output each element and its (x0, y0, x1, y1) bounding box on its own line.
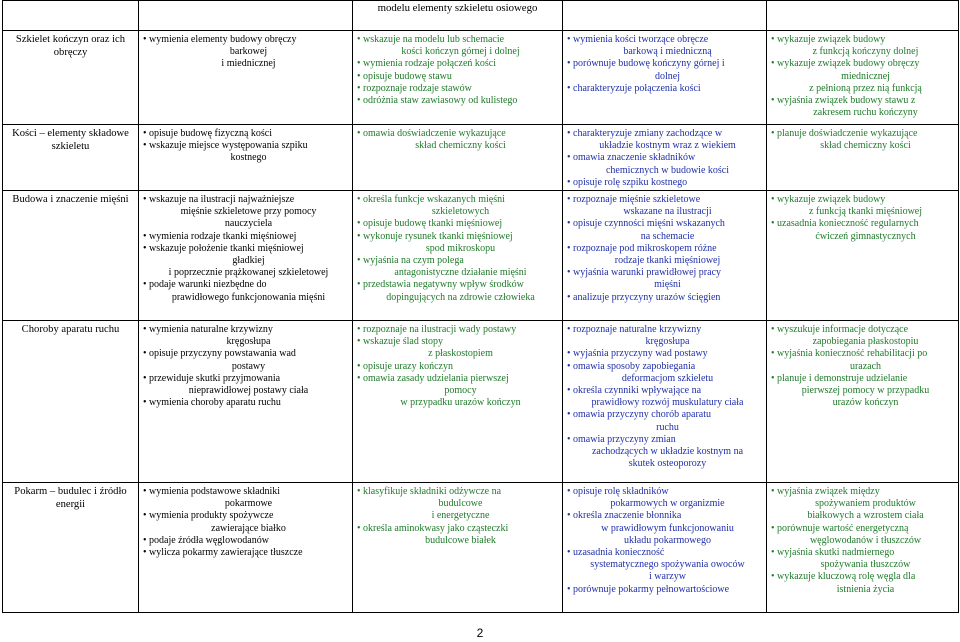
list-item: • klasyfikuje składniki odżywcze na (357, 486, 558, 498)
requirement-list (771, 34, 954, 119)
list-item: • opisuje urazy kończyn (357, 361, 558, 373)
list-item: • opisuje budowę tkanki mięśniowej (357, 218, 558, 230)
list-item: • uzasadnia konieczność (567, 547, 762, 559)
list-item: • wymienia kości tworzące obręcze (567, 34, 762, 46)
list-item: • wyjaśnia na czym polega (357, 255, 558, 267)
requirement-list (357, 486, 558, 547)
list-item: • wymienia rodzaje połączeń kości (357, 58, 558, 70)
list-item: • wymienia choroby aparatu ruchu (143, 397, 348, 409)
list-item: • odróżnia staw zawiasowy od kulistego (357, 95, 558, 107)
requirement-cell (139, 125, 353, 191)
list-item-continuation: skład chemiczny kości (820, 140, 911, 152)
topic-cell: Budowa i znaczenie mięśni (3, 191, 139, 321)
list-item: • opisuje czynności mięśni wskazanych (567, 218, 762, 230)
list-item: • omawia sposoby zapobiegania (567, 361, 762, 373)
topic-cell: Choroby aparatu ruchu (3, 321, 139, 483)
requirement-cell (767, 483, 959, 613)
list-item: • rozpoznaje rodzaje stawów (357, 83, 558, 95)
list-item-continuation: układzie kostnym wraz z wiekiem (599, 140, 736, 152)
list-item-continuation: i miednicznej (221, 58, 276, 70)
list-item-continuation: nieprawidłowej postawy ciała (188, 385, 309, 397)
list-item: • wykazuje kluczową rolę węgla dla (771, 571, 954, 583)
list-item-continuation: prawidłowego funkcjonowania mięśni (171, 291, 326, 303)
requirement-cell (139, 31, 353, 125)
list-item: • rozpoznaje mięśnie szkieletowe (567, 194, 762, 206)
list-item: • przewiduje skutki przyjmowania (143, 373, 348, 385)
list-item: • rozpoznaje pod mikroskopem różne (567, 243, 762, 255)
header-caption: modelu elementy szkieletu osiowego (353, 1, 563, 31)
table-row (3, 321, 959, 483)
requirement-cell (563, 31, 767, 125)
list-item-continuation: antagonistyczne działanie mięśni (394, 267, 527, 279)
requirement-list (357, 324, 558, 409)
requirement-list (771, 486, 954, 596)
list-item: • wskazuje miejsce występowania szpiku (143, 140, 348, 152)
list-item: • przedstawia negatywny wpływ środków (357, 279, 558, 291)
requirement-list (143, 194, 348, 304)
list-item: • omawia przyczyny zmian (567, 434, 762, 446)
requirement-list (567, 486, 762, 596)
list-item-continuation: spożywaniem produktów (815, 498, 916, 510)
list-item-continuation: skutek osteoporozy (628, 458, 707, 470)
list-item-continuation: barkowej (229, 46, 268, 58)
requirement-cell (353, 483, 563, 613)
requirement-list (771, 128, 954, 152)
topic-cell: Szkielet kończyn oraz ich obręczy (3, 31, 139, 125)
list-item: • wskazuje na modelu lub schemacie (357, 34, 558, 46)
list-item: • opisuje rolę szpiku kostnego (567, 177, 762, 189)
requirement-list (143, 34, 348, 71)
list-item-continuation: z płaskostopiem (428, 348, 493, 360)
list-item: • wymienia produkty spożywcze (143, 510, 348, 522)
requirement-list (771, 194, 954, 243)
header-empty-cell (767, 1, 959, 31)
requirement-cell (353, 125, 563, 191)
requirement-cell (767, 321, 959, 483)
requirement-cell (563, 321, 767, 483)
requirement-cell (767, 125, 959, 191)
list-item-continuation: zakresem ruchu kończyny (813, 107, 918, 119)
list-item: • podaje warunki niezbędne do (143, 279, 348, 291)
requirement-list (567, 128, 762, 189)
requirement-cell (353, 191, 563, 321)
requirement-cell (139, 191, 353, 321)
list-item: • omawia przyczyny chorób aparatu (567, 409, 762, 421)
list-item-continuation: kości kończyn górnej i dolnej (401, 46, 520, 58)
list-item: • wymienia elementy budowy obręczy (143, 34, 348, 46)
list-item-continuation: istnienia życia (836, 583, 895, 595)
list-item-continuation: budulcowe (438, 498, 483, 510)
list-item: • wyjaśnia warunki prawidłowej pracy (567, 267, 762, 279)
list-item-continuation: barkową i miedniczną (623, 46, 712, 58)
list-item-continuation: gładkiej (232, 255, 265, 267)
list-item-continuation: zawierające białko (211, 522, 286, 534)
list-item-continuation: spożywania tłuszczów (820, 559, 911, 571)
list-item: • charakteryzuje połączenia kości (567, 83, 762, 95)
list-item-continuation: kręgosłupa (226, 336, 271, 348)
list-item: • opisuje przyczyny powstawania wad (143, 348, 348, 360)
list-item-continuation: prawidłowy rozwój muskulatury ciała (591, 397, 744, 409)
list-item: • wykazuje związek budowy obręczy (771, 58, 954, 70)
list-item: • wyjaśnia przyczyny wad postawy (567, 348, 762, 360)
requirement-cell (139, 321, 353, 483)
list-item: • określa znaczenie błonnika (567, 510, 762, 522)
list-item-continuation: nauczyciela (224, 218, 273, 230)
table-row (3, 191, 959, 321)
requirement-list (357, 34, 558, 107)
list-item: • planuje i demonstruje udzielanie (771, 373, 954, 385)
requirement-list (143, 324, 348, 409)
table-row (3, 125, 959, 191)
list-item-continuation: w prawidłowym funkcjonowaniu (601, 522, 734, 534)
list-item-continuation: urazów kończyn (832, 397, 899, 409)
list-item-continuation: pierwszej pomocy w przypadku (801, 385, 930, 397)
list-item-continuation: budulcowe białek (425, 534, 496, 546)
list-item: • opisuje budowę stawu (357, 71, 558, 83)
requirement-list (143, 128, 348, 165)
list-item: • wylicza pokarmy zawierające tłuszcze (143, 547, 348, 559)
list-item-continuation: spod mikroskopu (425, 242, 496, 254)
list-item: • wykazuje związek budowy (771, 194, 954, 206)
list-item: • wyjaśnia konieczność rehabilitacji po (771, 348, 954, 360)
list-item: • wymienia naturalne krzywizny (143, 324, 348, 336)
list-item-continuation: rodzaje tkanki mięśniowej (614, 255, 721, 267)
topic-cell: Kości – elementy składowe szkieletu (3, 125, 139, 191)
header-empty-cell (3, 1, 139, 31)
requirement-cell (767, 191, 959, 321)
list-item: • wyjaśnia skutki nadmiernego (771, 547, 954, 559)
list-item: • planuje doświadczenie wykazujące (771, 128, 954, 140)
requirement-cell (563, 125, 767, 191)
requirement-list (567, 324, 762, 470)
list-item: • określa czynniki wpływające na (567, 385, 762, 397)
requirement-list (357, 194, 558, 304)
list-item: • wymienia podstawowe składniki (143, 486, 348, 498)
list-item-continuation: i poprzecznie prążkowanej szkieletowej (168, 267, 329, 279)
list-item: • wskazuje ślad stopy (357, 336, 558, 348)
list-item: • określa aminokwasy jako cząsteczki (357, 523, 558, 535)
list-item: • uzasadnia konieczność regularnych (771, 218, 954, 230)
list-item-continuation: mięśnie szkieletowe przy pomocy (180, 206, 317, 218)
header-empty-cell (139, 1, 353, 31)
page-number: 2 (476, 626, 484, 640)
list-item: • wyjaśnia związek budowy stawu z (771, 95, 954, 107)
list-item: • porównuje budowę kończyny górnej i (567, 58, 762, 70)
requirement-cell (767, 31, 959, 125)
list-item: • wskazuje na ilustracji najważniejsze (143, 194, 348, 206)
list-item: • opisuje budowę fizyczną kości (143, 128, 348, 140)
list-item: • podaje źródła węglowodanów (143, 535, 348, 547)
list-item-continuation: mięśni (654, 279, 681, 291)
table-row (3, 31, 959, 125)
list-item-continuation: układu pokarmowego (624, 534, 711, 546)
requirement-list (567, 194, 762, 304)
list-item-continuation: deformacjom szkieletu (621, 372, 714, 384)
list-item: • wskazuje położenie tkanki mięśniowej (143, 243, 348, 255)
list-item-continuation: kręgosłupa (645, 336, 690, 348)
list-item: • rozpoznaje naturalne krzywizny (567, 324, 762, 336)
requirement-cell (353, 321, 563, 483)
list-item: • wykazuje związek budowy (771, 34, 954, 46)
requirement-list (357, 128, 558, 152)
list-item: • wyjaśnia związek między (771, 486, 954, 498)
list-item-continuation: z funkcją kończyny dolnej (812, 46, 919, 58)
list-item-continuation: szkieletowych (431, 206, 490, 218)
list-item-continuation: w przypadku urazów kończyn (400, 397, 521, 409)
list-item: • analizuje przyczyny urazów ścięgien (567, 292, 762, 304)
list-item-continuation: zapobiegania płaskostopiu (812, 336, 919, 348)
list-item: • omawia znaczenie składników (567, 152, 762, 164)
list-item-continuation: węglowodanów i tłuszczów (809, 534, 922, 546)
list-item-continuation: i warzyw (649, 571, 686, 583)
list-item: • wyszukuje informacje dotyczące (771, 324, 954, 336)
requirement-cell (353, 31, 563, 125)
curriculum-table (2, 0, 959, 613)
list-item: • porównuje wartość energetyczną (771, 523, 954, 535)
list-item-continuation: z funkcją tkanki mięśniowej (808, 206, 923, 218)
list-item: • wymienia rodzaje tkanki mięśniowej (143, 231, 348, 243)
list-item-continuation: dopingujących na zdrowie człowieka (386, 291, 535, 303)
topic-cell: Pokarm – budulec i źródło energii (3, 483, 139, 613)
list-item-continuation: z pełnioną przez nią funkcją (809, 82, 922, 94)
list-item-continuation: ruchu (656, 421, 679, 433)
list-item-continuation: chemicznych w budowie kości (605, 164, 730, 176)
table-row (3, 483, 959, 613)
requirement-list (567, 34, 762, 95)
list-item-continuation: na schemacie (640, 230, 695, 242)
list-item: • omawia doświadczenie wykazujące (357, 128, 558, 140)
list-item-continuation: pokarmowe (224, 498, 273, 510)
list-item: • rozpoznaje na ilustracji wady postawy (357, 324, 558, 336)
list-item: • charakteryzuje zmiany zachodzące w (567, 128, 762, 140)
list-item-continuation: pomocy (444, 385, 477, 397)
header-row (3, 1, 959, 31)
header-empty-cell (563, 1, 767, 31)
list-item-continuation: białkowych a wzrostem ciała (807, 510, 924, 522)
list-item: • wykonuje rysunek tkanki mięśniowej (357, 231, 558, 243)
requirement-cell (139, 483, 353, 613)
requirement-cell (563, 483, 767, 613)
list-item-continuation: zachodzących w układzie kostnym na (591, 446, 744, 458)
requirement-list (771, 324, 954, 409)
list-item-continuation: miednicznej (841, 70, 890, 82)
list-item-continuation: ćwiczeń gimnastycznych (815, 230, 916, 242)
requirement-list (143, 486, 348, 559)
list-item-continuation: wskazane na ilustracji (623, 206, 712, 218)
list-item-continuation: skład chemiczny kości (415, 140, 506, 152)
list-item-continuation: postawy (231, 360, 266, 372)
list-item-continuation: i energetyczne (431, 510, 490, 522)
list-item-continuation: systematycznego spożywania owoców (590, 559, 745, 571)
list-item: • omawia zasady udzielania pierwszej (357, 373, 558, 385)
list-item: • porównuje pokarmy pełnowartościowe (567, 584, 762, 596)
requirement-cell (563, 191, 767, 321)
list-item-continuation: pokarmowych w organizmie (610, 498, 725, 510)
list-item: • opisuje rolę składników (567, 486, 762, 498)
list-item: • określa funkcje wskazanych mięśni (357, 194, 558, 206)
list-item-continuation: kostnego (230, 152, 267, 164)
list-item-continuation: urazach (849, 360, 882, 372)
list-item-continuation: dolnej (655, 70, 680, 82)
